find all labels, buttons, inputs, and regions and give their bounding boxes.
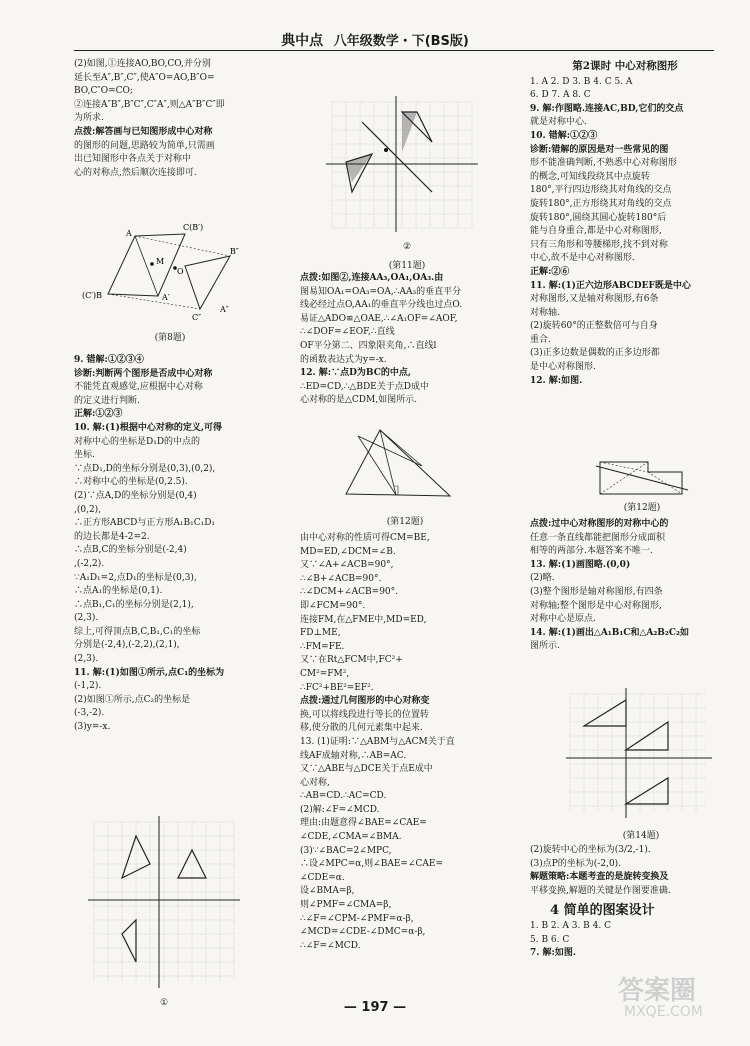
text-line: 设∠BMA=β, (300, 886, 355, 897)
text-line: 13. (1)证明:∵△ABM与△ACM关于直 (300, 736, 455, 747)
column-1-continued (74, 354, 274, 735)
text-line: CM²=FM², (300, 668, 350, 679)
header-rule (74, 50, 714, 51)
text-line: 即∠FCM=90°. (300, 600, 366, 611)
figure-12 (340, 420, 470, 510)
figure-12b-caption: (第12题) (623, 503, 661, 513)
point-f (384, 148, 388, 152)
text-line: (2)解:∠F=∠MCD. (300, 804, 380, 815)
text-line: 只有三角形和等腰梯形,找不到对称 (530, 239, 668, 250)
text-line: (2)旋转中心的坐标为(3/2,-1). (530, 845, 651, 855)
text-line: 对称图形,又是轴对称图形,有6条 (530, 294, 659, 305)
figure-11-caption: (第11题) (388, 261, 426, 271)
grid (570, 694, 706, 812)
text-line: 易证△ADO≌△OAE,∴∠A₁OF=∠AOF, (300, 313, 458, 324)
text-line: 坐标. (74, 450, 95, 461)
text-line: 换,可以将线段进行等长的位置转 (300, 709, 429, 720)
diagonal-line (135, 236, 158, 296)
text-line: 180°,平行四边形绕其对角线的交点 (530, 185, 672, 196)
page-number: — 197 — (343, 1000, 407, 1015)
column-1 (74, 58, 274, 180)
answer-block-design (530, 920, 720, 961)
text-line: 又∵∠A+∠ACB=90°, (300, 560, 394, 571)
diagonal (648, 472, 682, 494)
answer-block-8 (74, 58, 274, 180)
text-line: 任意一条直线都能把图形分成面积 (530, 532, 666, 543)
text-line: 正解:②⑥ (530, 266, 570, 277)
text-line: 对称轴. (530, 307, 560, 318)
text-line: 11. 解:(1)正六边形ABCDEF既是中心 (530, 280, 691, 291)
text-line: 旋转180°,圆绕其圆心旋转180°后 (530, 212, 667, 223)
section-title: 第2课时 中心对称图形 (572, 60, 678, 72)
watermark-logo: 答案圈 (618, 976, 697, 1006)
text-line: 又∵在Rt△FCM中,FC²+ (300, 655, 403, 666)
section-heading: 4 简单的图案设计 (550, 903, 655, 919)
triangle-image (185, 256, 230, 309)
text-line: ∴ED=CD,∴△BDE关于点D成中 (300, 381, 429, 392)
answer-block-9-11 (74, 354, 274, 735)
brand-logo: 典中点 (281, 33, 324, 49)
fig8-label: O (177, 267, 184, 276)
text-line: 9. 解:作图略.连接AC,BD,它们的交点 (530, 103, 684, 114)
text-line: ∵A₁D₁=2,点D₁的坐标是(0,3), (74, 572, 197, 583)
answer-block-12-13 (300, 532, 496, 953)
text-line: ∴∠DOF=∠EOF,∴直线 (300, 327, 395, 338)
book-title: 八年级数学・下(BS版) (333, 34, 469, 49)
text-line: 的定义进行判断. (74, 395, 140, 406)
figure-11-2 (322, 92, 492, 242)
figure-12b (592, 456, 692, 500)
fig8-label: M (156, 257, 165, 266)
text-line: 点拨:解答画与已知图形成中心对称 (74, 126, 213, 137)
text-line: (2,3). (74, 613, 99, 624)
text-line: 线必经过点O,AA₁的垂直平分线也过点O. (300, 300, 463, 311)
text-line: 综上,可得顶点B,C,B₁,C₁的坐标 (74, 626, 201, 637)
answer-block-11-12 (300, 272, 496, 408)
text-line: 点拨:通过几何图形的中心对称变 (300, 696, 430, 707)
text-line: (2)如图,①连接AO,BO,CO,并分别 (74, 59, 211, 69)
text-line: 图易知OA₁=OA₃=OA,∴AA₃的垂直平分 (300, 286, 462, 297)
text-line: 旋转180°,正方形绕其对角线的交点 (530, 198, 672, 209)
text-line: (2)旋转60°的正整数倍可与自身 (530, 321, 658, 332)
text-line: 的函数表达式为y=-x. (300, 354, 387, 365)
text-line: ∴正方形ABCD与正方形A₁B₁C₁D₁ (74, 518, 216, 529)
figure-14 (566, 686, 716, 826)
text-line: 对称中心是原点. (530, 614, 596, 625)
text-line: (2)∵点A,D的坐标分别是(0,4) (74, 490, 197, 501)
text-line: 诊断:判断两个图形是否成中心对称 (74, 368, 213, 379)
text-line: 12. 解:如图. (530, 375, 583, 386)
text-line: 不能凭直观感觉,应根据中心对称 (74, 382, 203, 393)
text-line: 的概念,可知线段绕其中点旋转 (530, 171, 650, 182)
text-line: 正解:①②③ (74, 409, 123, 420)
text-line: 延长至A″,B″,C″,使A″O=AO,B″O= (74, 72, 215, 83)
text-line: (3)∵∠BAC=2∠MPC, (300, 845, 392, 856)
text-line: 13. 解:(1)画图略.(0,0) (530, 559, 631, 570)
text-line: 形不能准确判断,不熟悉中心对称图形 (530, 158, 677, 169)
text-line: (-3,-2). (74, 708, 105, 719)
text-line: ∵点D₁,D的坐标分别是(0,3),(0,2), (74, 463, 216, 474)
text-line: FD⊥ME, (300, 628, 341, 639)
text-line: (2)如图①所示,点C₂的坐标是 (74, 694, 191, 705)
figure-11-1-caption: ① (159, 998, 169, 1008)
figure-14-caption: (第14题) (622, 831, 660, 841)
fig8-label: C(B′) (183, 223, 204, 232)
text-line: (3)点P的坐标为(-2,0). (530, 858, 622, 869)
text-line: ∴∠B+∠ACB=90°. (300, 573, 382, 584)
text-line: 10. 错解:①②③ (530, 130, 598, 141)
fig8-label: A″ (220, 305, 229, 314)
text-line: 是中心对称图形. (530, 362, 596, 373)
text-line: ∴∠DCM+∠ACB=90°. (300, 587, 399, 598)
text-line: 出已知图形中各点关于对称中 (74, 154, 192, 165)
column-3-continued (530, 518, 720, 654)
fig8-label: A (126, 229, 132, 238)
text-line: ∴∠F=∠CPM-∠PMF=α-β, (300, 913, 414, 924)
text-line: ∠CDE,∠CMA=∠BMA. (300, 832, 402, 843)
text-line: ∴AB=CD.∴AC=CD. (300, 791, 387, 802)
triangle-a2b2c2 (626, 778, 668, 804)
page-header (0, 30, 750, 50)
text-line: 14. 解:(1)画出△A₁B₁C和△A₂B₂C₂如 (530, 627, 689, 638)
answer-block-14-strategy (530, 844, 720, 898)
text-line: ∴点A₁的坐标是(0,1). (74, 586, 163, 597)
text-line: 诊断:错解的原因是对一些常见的图 (530, 144, 669, 155)
text-line: (2)略. (530, 573, 555, 584)
text-line: 点拨:如图②,连接AA₃,OA₁,OA₃.由 (300, 273, 444, 283)
text-line: 对称轴;整个图形是中心对称图形, (530, 600, 662, 611)
grid (94, 822, 234, 982)
text-line: ②连接A″B″,B″C″,C″A″,则△A″B″C″即 (74, 99, 225, 110)
text-line: ∴点B,C的坐标分别是(-2,4) (74, 545, 187, 556)
text-line: 心的对称点,然后顺次连接即可. (74, 167, 197, 178)
text-line: 图所示. (530, 641, 560, 652)
text-line: ,(-2,2). (74, 558, 105, 569)
text-line: ,(0,2), (74, 504, 102, 515)
figure-11-1 (84, 812, 244, 998)
column-3 (530, 58, 720, 388)
text-line: ∴点B₁,C₁的坐标分别是(2,1), (74, 599, 194, 610)
watermark-url: MXQE.COM (624, 1004, 703, 1020)
text-line: 重合. (530, 334, 551, 345)
text-line: ∴FC²+BE²=EF². (300, 682, 374, 693)
text-line: 理由:由题意得∠BAE=∠CAE= (300, 818, 427, 829)
text-line: 连接FM,在△FME中,MD=ED, (300, 614, 427, 625)
text-line: 平移变换,解题的关键是作图要准确. (530, 885, 671, 896)
text-line: 心对称, (300, 777, 330, 788)
text-line: 分别是(-2,4),(-2,2),(2,1), (74, 640, 180, 651)
text-line: 11. 解:(1)如图①所示,点C₁的坐标为 (74, 667, 225, 678)
segment (380, 430, 422, 466)
answer-block-1-12 (530, 76, 720, 389)
answer-block-12-14 (530, 518, 720, 654)
fig8-label: C″ (192, 313, 202, 322)
text-line: (-1,2). (74, 681, 102, 692)
text-line: MD=ED,∠DCM=∠B. (300, 546, 396, 557)
text-line: 则∠PMF=∠CMA=β, (300, 900, 392, 911)
text-line: ∠MCD=∠CDE-∠DMC=α-β, (300, 927, 426, 938)
figure-8-caption: (第8题) (154, 333, 186, 343)
text-line: 12. 解:∵点D为BC的中点, (300, 368, 411, 379)
point-m (150, 262, 154, 266)
text-line: 相等的两部分.本题答案不唯一. (530, 546, 653, 557)
text-line: 对称中心的坐标是D₁D的中点的 (74, 436, 201, 447)
fig8-label: A′ (162, 293, 170, 302)
text-line: (3)整个图形是轴对称图形,有四条 (530, 586, 663, 597)
segment (380, 430, 396, 495)
text-line: 的边长都是4-2=2. (74, 531, 150, 542)
dividing-line (596, 466, 688, 490)
text-line: 心对称的是△CDM,如图所示. (300, 395, 417, 406)
text-line: 5. B 6. C (530, 934, 570, 945)
text-line: 由中心对称的性质可得CM=BE, (300, 533, 430, 543)
text-line: ∴∠F=∠MCD. (300, 940, 361, 951)
text-line: 7. 解:如图. (530, 948, 576, 959)
text-line: 就是对称中心. (530, 117, 587, 128)
column-2-continued (300, 532, 496, 953)
triangle-a2b2c2 (122, 920, 136, 962)
text-line: 1. B 2. A 3. B 4. C (530, 920, 611, 931)
text-line: 中心,故不是中心对称图形. (530, 253, 635, 264)
text-line: 为所求. (74, 113, 104, 124)
text-line: 又∵△ABE与△DCE关于点E成中 (300, 764, 433, 775)
text-line: ∴设∠MPC=α,则∠BAE=∠CAE= (300, 859, 443, 870)
text-line: 移,使分散的几何元素集中起来. (300, 723, 423, 734)
column-3-bottom (530, 844, 720, 961)
text-line: ∴FM=FE. (300, 641, 345, 652)
text-line: 解题策略:本题考查的是旋转变换及 (530, 872, 669, 883)
shaded-triangle (402, 112, 417, 152)
line-l (362, 122, 432, 192)
text-line: (3)y=-x. (74, 722, 111, 733)
text-line: ∴对称中心的坐标是(0,2.5). (74, 477, 188, 488)
text-line: 1. A 2. D 3. B 4. C 5. A (530, 76, 633, 87)
text-line: BO,C″O=CO; (74, 86, 133, 97)
text-line: (2,3). (74, 654, 99, 665)
text-line: 点拨:过中心对称图形的对称中心的 (530, 519, 669, 529)
text-line: 6. D 7. A 8. C (530, 90, 591, 101)
text-line: OF平分第二、四象限夹角,∴直线l (300, 340, 437, 351)
column-2 (300, 272, 496, 408)
text-line: 10. 解:(1)根据中心对称的定义,可得 (74, 422, 223, 433)
figure-8 (80, 184, 260, 324)
text-line: 9. 错解:①②③④ (74, 355, 144, 365)
text-line: ∠CDE=α. (300, 872, 345, 883)
fig8-label: (C′)B (82, 291, 103, 300)
text-line: (3)正多边数是偶数的正多边形都 (530, 348, 660, 359)
text-line: 能与自身重合,都是中心对称图形, (530, 226, 662, 237)
text-line: 线AF成轴对称,∴AB=AC. (300, 750, 407, 761)
figure-11-2-caption: ② (402, 242, 412, 252)
text-line: 的图形的问题,思路较为简单,只需画 (74, 140, 215, 151)
fig8-label: B″ (230, 247, 239, 256)
figure-12-caption: (第12题) (386, 517, 424, 527)
